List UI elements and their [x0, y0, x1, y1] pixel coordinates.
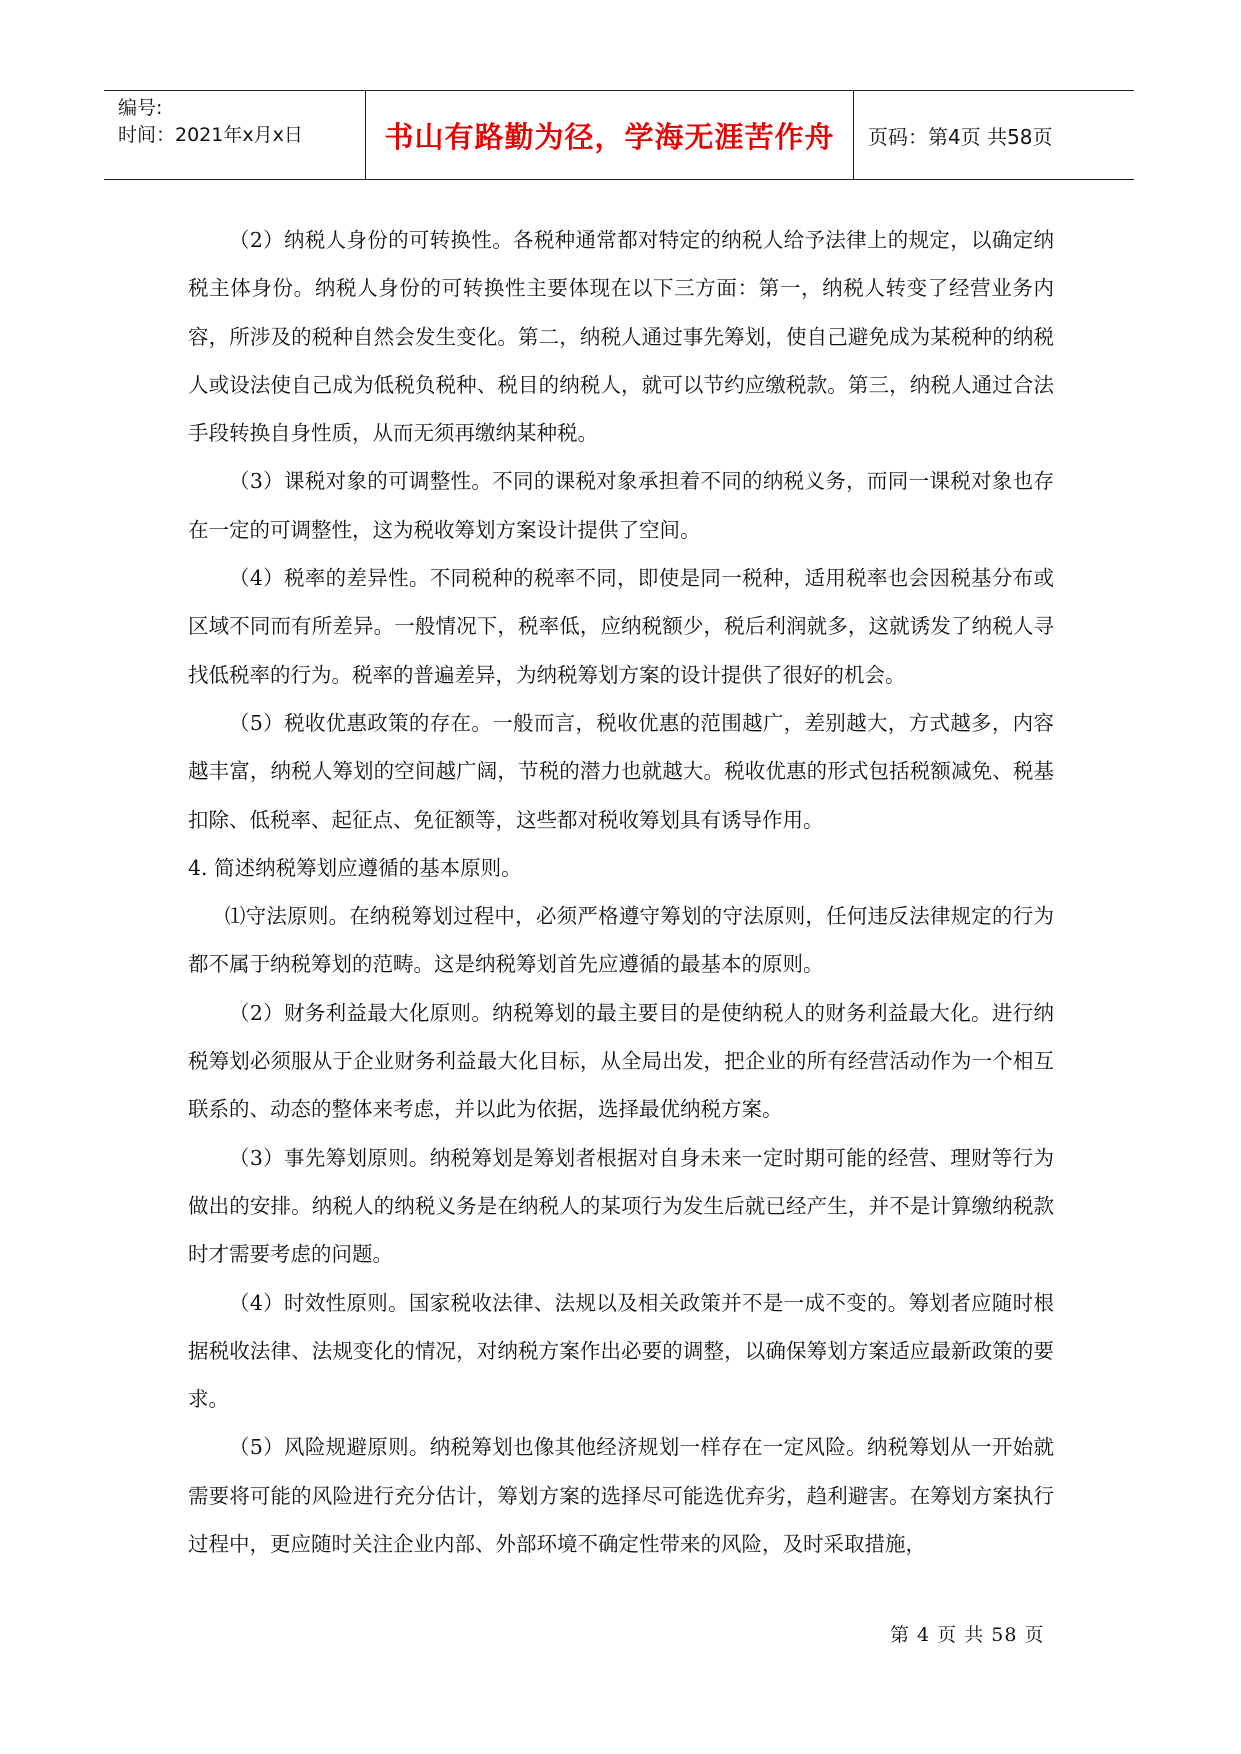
document-number-label: 编号:	[118, 97, 163, 119]
page-footer: 第 4 页 共 58 页	[890, 1624, 1045, 1646]
header-meta	[104, 91, 366, 179]
paragraph-financial-principle: （2）财务利益最大化原则。纳税筹划的最主要目的是使纳税人的财务利益最大化。进行纳税筹划必须服从于企业财务利益最大化目标，从全局出发，把企业的所有经营活动作为一个相互联系的、动态的整体来考虑，并以此为依据，选择最优纳税方案。	[188, 1000, 1054, 1122]
header-page-number: 页码：第4页 共58页	[868, 124, 1053, 149]
paragraph-tax-rate: （4）税率的差异性。不同税种的税率不同，即使是同一税种，适用税率也会因税基分布或区域不同而有所差异。一般情况下，税率低，应纳税额少，税后利润就多，这就诱发了纳税人寻找低税率的行为。税率的普遍差异，为纳税筹划方案的设计提供了很好的机会。	[188, 566, 1054, 687]
paragraph-risk-avoidance: （5）风险规避原则。纳税筹划也像其他经济规划一样存在一定风险。纳税筹划从一开始就需要将可能的风险进行充分估计，筹划方案的选择尽可能选优弃劣，趋利避害。在筹划方案执行过程中，更应随时关注企业内部、外部环境不确定性带来的风险，及时采取措施，	[188, 1435, 1054, 1557]
page-header	[104, 90, 1134, 180]
paragraph-legal-principle: ⑴守法原则。在纳税筹划过程中，必须严格遵守筹划的守法原则，任何违反法律规定的行为都不属于纳税筹划的范畴。这是纳税筹划首先应遵循的最基本的原则。	[188, 904, 1054, 977]
document-body	[188, 216, 1054, 1568]
paragraph-advance-planning: （3）事先筹划原则。纳税筹划是筹划者根据对自身未来一定时期可能的经营、理财等行为做出的安排。纳税人的纳税义务是在纳税人的某项行为发生后就已经产生，并不是计算缴纳税款时才需要考虑的问题。	[188, 1145, 1054, 1267]
paragraph-taxpayer-identity: （2）纳税人身份的可转换性。各税种通常都对特定的纳税人给予法律上的规定，以确定纳税主体身份。纳税人身份的可转换性主要体现在以下三方面：第一，纳税人转变了经营业务内容，所涉及的税种自然会发生变化。第二，纳税人通过事先筹划，使自己避免成为某税种的纳税人或设法使自己成为低税负税种、税目的纳税人，就可以节约应缴税款。第三，纳税人通过合法手段转换自身性质，从而无须再缴纳某种税。	[188, 228, 1054, 446]
paragraph-taxable-object: （3）课税对象的可调整性。不同的课税对象承担着不同的纳税义务，而同一课税对象也存在一定的可调整性，这为税收筹划方案设计提供了空间。	[188, 469, 1054, 542]
paragraph-tax-incentives: （5）税收优惠政策的存在。一般而言，税收优惠的范围越广，差别越大，方式越多，内容越丰富，纳税人筹划的空间越广阔，节税的潜力也就越大。税收优惠的形式包括税额减免、税基扣除、低税率、起征点、免征额等，这些都对税收筹划具有诱导作用。	[188, 710, 1054, 832]
header-motto: 书山有路勤为径，学海无涯苦作舟	[366, 91, 854, 179]
document-time-label: 时间：2021年x月x日	[118, 124, 303, 146]
question-heading: 4. 简述纳税筹划应遵循的基本原则。	[188, 855, 522, 880]
paragraph-timeliness: （4）时效性原则。国家税收法律、法规以及相关政策并不是一成不变的。筹划者应随时根据税收法律、法规变化的情况，对纳税方案作出必要的调整，以确保筹划方案适应最新政策的要求。	[188, 1290, 1054, 1412]
